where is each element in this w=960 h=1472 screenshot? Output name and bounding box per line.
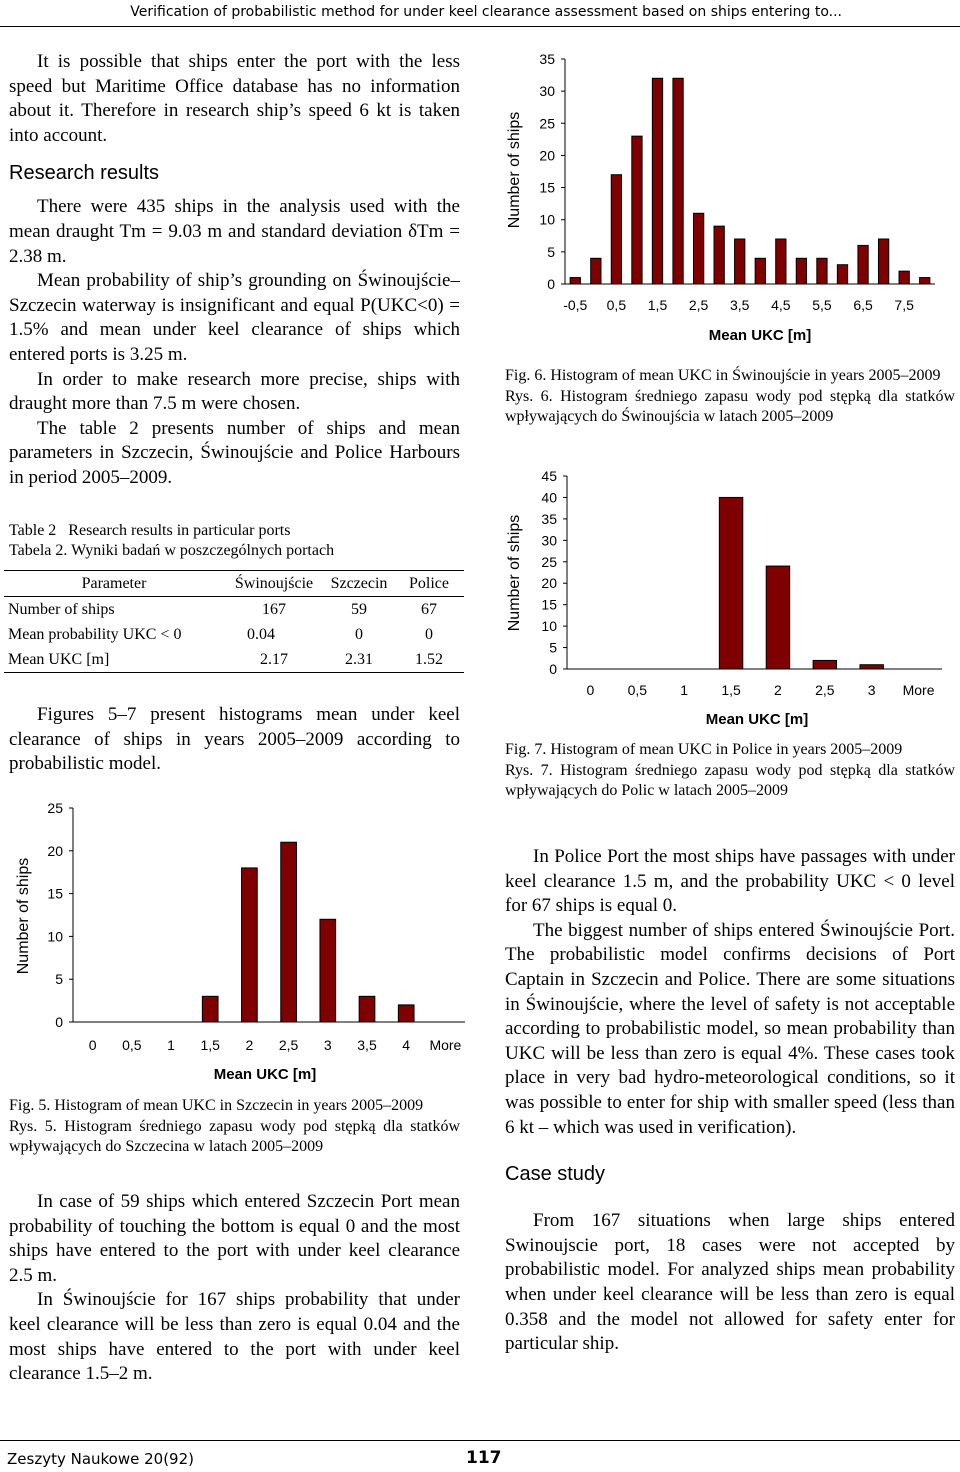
running-header bbox=[0, 0, 960, 26]
histogram-bar bbox=[860, 665, 883, 669]
y-tick-label: 20 bbox=[541, 575, 557, 592]
x-tick-label: 3 bbox=[867, 682, 876, 698]
x-tick-label: 4 bbox=[402, 1037, 411, 1053]
y-tick-label: 35 bbox=[539, 51, 555, 67]
y-tick-label: 45 bbox=[541, 468, 557, 484]
x-tick-label: 1,5 bbox=[200, 1037, 220, 1053]
x-tick-label: 3 bbox=[323, 1037, 332, 1053]
table-row bbox=[4, 622, 464, 647]
histogram-bar bbox=[735, 239, 745, 284]
fig5-chart-svg bbox=[0, 796, 470, 1091]
fig7-chart-svg bbox=[495, 458, 955, 738]
section-title-case-study: Case study bbox=[505, 1163, 606, 1186]
y-tick-label: 20 bbox=[539, 147, 555, 164]
table-header-cell: Police bbox=[409, 574, 449, 592]
table-cell: Mean UKC [m] bbox=[8, 650, 110, 668]
x-tick-label: 2,5 bbox=[688, 297, 709, 313]
y-tick-label: 10 bbox=[47, 928, 63, 945]
histogram-bar bbox=[591, 258, 601, 284]
x-axis-title: Mean UKC [m] bbox=[213, 1066, 317, 1083]
table-cell: Mean probability UKC < 0 bbox=[8, 625, 182, 643]
table-header-cell: Parameter bbox=[81, 574, 147, 592]
table-cell: 167 bbox=[262, 600, 286, 618]
x-tick-label: 6,5 bbox=[853, 297, 873, 313]
histogram-bar bbox=[796, 258, 806, 284]
section-title-research-results: Research results bbox=[9, 162, 160, 185]
table-caption-en: Table 2 Research results in particular ports bbox=[9, 522, 291, 539]
x-tick-label: 2 bbox=[774, 682, 782, 698]
fig6-caption-pl: Rys. 6. Histogram średniego zapasu wody pod stępką dla statków wpływających do Świnoujścia w latach 2005–2009 bbox=[505, 387, 955, 425]
histogram-bar bbox=[899, 271, 909, 284]
table-cell: 0.04 bbox=[247, 625, 275, 643]
y-tick-label: 25 bbox=[47, 800, 63, 816]
x-tick-label: 5,5 bbox=[812, 297, 832, 313]
x-tick-label: -0,5 bbox=[563, 297, 588, 313]
paragraph: It is possible that ships enter the port with the less speed but Maritime Office database has no information about it. Therefore in research ship’s speed 6 kt is taken into account. bbox=[9, 51, 460, 146]
histogram-bar bbox=[719, 497, 742, 669]
paragraph: There were 435 ships in the analysis used with the mean draught Tm = 9.03 m and standard deviation δTm = 2.38 m. bbox=[9, 196, 460, 267]
fig7-chart bbox=[495, 458, 955, 738]
page-number: 117 bbox=[466, 1448, 502, 1468]
paragraph: Mean probability of ship’s grounding on Świnoujście–Szczecin waterway is insignificant and equal P(UKC<0) = 1.5% and mean under keel clearance of ships which entered ports is 3.25 m. bbox=[9, 270, 460, 365]
y-tick-label: 30 bbox=[541, 532, 557, 549]
x-tick-label: 0 bbox=[586, 682, 595, 698]
histogram-bar bbox=[693, 213, 703, 284]
table-cell: 2.31 bbox=[345, 650, 373, 668]
histogram-bar bbox=[817, 258, 827, 284]
y-axis-title: Number of ships bbox=[506, 111, 523, 229]
histogram-bar bbox=[920, 278, 930, 284]
left-column-bottom bbox=[9, 1190, 460, 1387]
footer bbox=[0, 1440, 960, 1472]
journal-name: Zeszyty Naukowe 20(92) bbox=[7, 1450, 194, 1468]
y-tick-label: 15 bbox=[541, 596, 557, 613]
x-tick-label: 4,5 bbox=[771, 297, 791, 313]
histogram-bar bbox=[242, 868, 258, 1022]
y-tick-label: 5 bbox=[55, 971, 63, 988]
histogram-bar bbox=[632, 136, 642, 284]
table-cell: 0 bbox=[355, 625, 363, 643]
y-axis-title: Number of ships bbox=[506, 514, 523, 632]
footer-rule bbox=[0, 1440, 960, 1441]
table-header-cell: Szczecin bbox=[330, 574, 388, 592]
histogram-bar bbox=[858, 245, 868, 284]
x-tick-label: 1,5 bbox=[721, 682, 741, 698]
fig6-chart-svg bbox=[495, 40, 955, 360]
fig6-captions bbox=[505, 366, 955, 428]
right-column-text bbox=[505, 845, 955, 1357]
y-tick-label: 0 bbox=[547, 276, 555, 292]
y-tick-label: 40 bbox=[541, 489, 557, 506]
paragraph: The biggest number of ships entered Świnoujście Port. The probabilistic model confirms decisions of Port Captain in Szczecin and Police. There are some situations in Świnoujście, where the level of safety is not acceptable according to probabilistic model, so mean probability than UKC will be less than zero is equal 4%. These cases took place in very bad hydro-meteorological conditions, so it was possible to enter for ship with smaller speed (less than 6 kt – which was used in verification). bbox=[505, 919, 955, 1138]
x-tick-label: 2,5 bbox=[278, 1037, 299, 1053]
histogram-bar bbox=[611, 175, 621, 284]
x-tick-label: 2,5 bbox=[815, 682, 835, 698]
x-tick-label: 3,5 bbox=[357, 1037, 377, 1053]
header-rule bbox=[0, 26, 960, 27]
x-tick-label: 1 bbox=[680, 682, 689, 698]
table-cell: 2.17 bbox=[260, 650, 288, 668]
y-axis-title: Number of ships bbox=[15, 857, 32, 975]
x-axis-title: Mean UKC [m] bbox=[705, 711, 809, 728]
table-cell: 59 bbox=[351, 600, 367, 618]
fig6-chart bbox=[495, 40, 955, 360]
paragraph: From 167 situations when large ships entered Swinoujscie port, 18 cases were not accepted by probabilistic model. For analyzed ships mean probability when under keel clearance will be less than zero is equal 0.358 and the model not allowed for safety enter for particular ship. bbox=[505, 1210, 955, 1355]
y-tick-label: 15 bbox=[539, 179, 555, 196]
histogram-bar bbox=[673, 78, 683, 284]
paragraph: In order to make research more precise, ships with draught more than 7.5 m were chosen. bbox=[9, 368, 460, 415]
left-column-top bbox=[9, 50, 460, 491]
histogram-bar bbox=[755, 258, 765, 284]
y-tick-label: 35 bbox=[541, 510, 557, 527]
x-tick-label: 7,5 bbox=[894, 297, 914, 313]
x-tick-label: 3,5 bbox=[729, 297, 750, 313]
x-tick-label: 0,5 bbox=[627, 682, 648, 698]
paragraph: Figures 5–7 present histograms mean under keel clearance of ships in years 2005–2009 according to probabilistic model. bbox=[9, 704, 460, 775]
table-caption-pl: Tabela 2. Wyniki badań w poszczególnych portach bbox=[9, 542, 335, 559]
paragraph: In case of 59 ships which entered Szczecin Port mean probability of touching the bottom is equal 0 and the most ships have entered to the port with under keel clearance 2.5 m. bbox=[9, 1191, 460, 1286]
y-tick-label: 5 bbox=[549, 639, 557, 656]
results-table bbox=[4, 570, 464, 673]
x-tick-label: More bbox=[902, 682, 935, 698]
table-cell: 1.52 bbox=[415, 650, 443, 668]
histogram-bar bbox=[813, 660, 836, 669]
fig5-caption-en: Fig. 5. Histogram of mean UKC in Szczecin in years 2005–2009 bbox=[9, 1097, 424, 1114]
fig7-captions bbox=[505, 740, 955, 802]
table-row bbox=[4, 597, 464, 622]
y-tick-label: 5 bbox=[547, 243, 555, 260]
x-axis-title: Mean UKC [m] bbox=[708, 327, 812, 344]
y-tick-label: 30 bbox=[539, 83, 555, 100]
histogram-bar bbox=[202, 996, 218, 1022]
table-header-cell: Świnoujście bbox=[234, 574, 314, 592]
histogram-bar bbox=[398, 1005, 414, 1022]
table-header-row bbox=[4, 571, 464, 597]
x-tick-label: 0,5 bbox=[606, 297, 627, 313]
table-cell: 0 bbox=[425, 625, 433, 643]
y-tick-label: 15 bbox=[47, 885, 63, 902]
x-tick-label: 1,5 bbox=[647, 297, 668, 313]
fig7-caption-en: Fig. 7. Histogram of mean UKC in Police in years 2005–2009 bbox=[505, 741, 903, 758]
histogram-bar bbox=[359, 996, 375, 1022]
table-cell: Number of ships bbox=[8, 600, 115, 618]
histogram-bar bbox=[878, 239, 888, 284]
fig6-caption-en: Fig. 6. Histogram of mean UKC in Świnoujście in years 2005–2009 bbox=[505, 367, 941, 384]
y-tick-label: 0 bbox=[55, 1014, 63, 1030]
histogram-bar bbox=[776, 239, 786, 284]
x-tick-label: 2 bbox=[245, 1037, 254, 1053]
histogram-bar bbox=[714, 226, 724, 284]
x-tick-label: 0,5 bbox=[122, 1037, 142, 1053]
histogram-bar bbox=[652, 78, 662, 284]
histogram-bar bbox=[570, 278, 580, 284]
x-tick-label: 1 bbox=[167, 1037, 175, 1053]
left-figures-intro bbox=[9, 703, 460, 777]
paragraph: In Police Port the most ships have passages with under keel clearance 1.5 m, and the probability UKC < 0 level for 67 ships is equal 0. bbox=[505, 846, 955, 917]
paragraph: In Świnoujście for 167 ships probability that under keel clearance will be less than zero is equal 0.04 and the most ships have entered to the port with under keel clearance 1.5–2 m. bbox=[9, 1289, 460, 1385]
table-row bbox=[4, 647, 464, 672]
histogram-bar bbox=[837, 265, 847, 284]
fig5-caption-pl: Rys. 5. Histogram średniego zapasu wody pod stępką dla statków wpływających do Szczecina w latach 2005–2009 bbox=[9, 1117, 460, 1155]
paragraph: The table 2 presents number of ships and mean parameters in Szczecin, Świnoujście and Police Harbours in period 2005–2009. bbox=[9, 417, 460, 488]
y-tick-label: 0 bbox=[549, 661, 557, 677]
fig7-caption-pl: Rys. 7. Histogram średniego zapasu wody pod stępką dla statków wpływających do Polic w latach 2005–2009 bbox=[505, 761, 955, 799]
histogram-bar bbox=[281, 842, 297, 1022]
y-tick-label: 20 bbox=[47, 842, 63, 859]
histogram-bar bbox=[320, 919, 336, 1022]
y-tick-label: 10 bbox=[539, 211, 555, 228]
x-tick-label: 0 bbox=[88, 1037, 97, 1053]
y-tick-label: 25 bbox=[539, 115, 555, 132]
table-cell: 67 bbox=[421, 600, 437, 618]
y-tick-label: 25 bbox=[541, 553, 557, 570]
fig5-captions bbox=[9, 1096, 460, 1158]
y-tick-label: 10 bbox=[541, 618, 557, 635]
running-title: Verification of probabilistic method for under keel clearance assessment based on ships entering to... bbox=[130, 4, 842, 20]
x-tick-label: More bbox=[429, 1037, 462, 1053]
histogram-bar bbox=[766, 566, 789, 669]
fig5-chart bbox=[0, 796, 470, 1091]
